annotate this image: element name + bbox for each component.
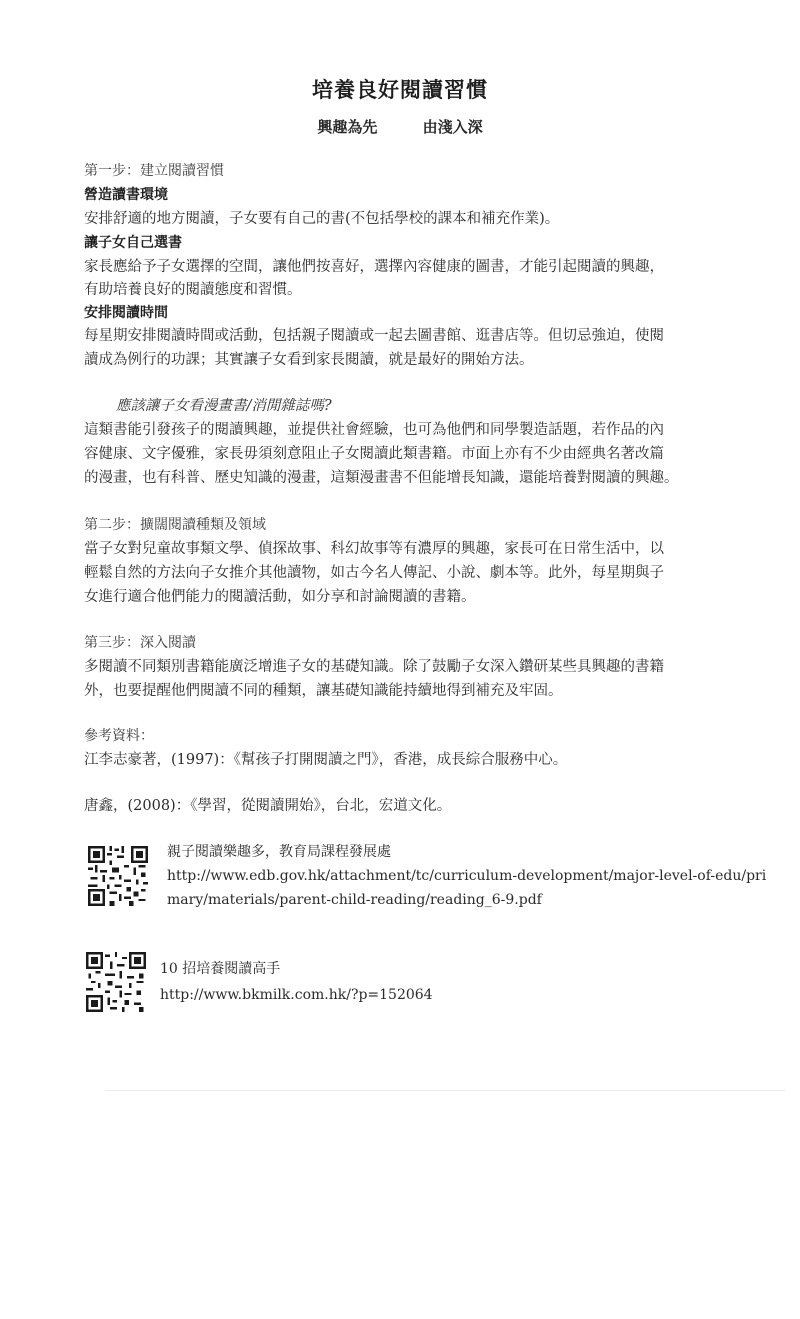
link1-url-line1[interactable]: http://www.edb.gov.hk/attachment/tc/curriculum-development/major-level-of-edu/pri bbox=[167, 868, 767, 884]
step1-sub3-line2: 讀成為例行的功課；其實讓子女看到家長閱讀，就是最好的開始方法。 bbox=[84, 352, 534, 368]
reference-2: 唐鑫，(2008)：《學習，從閱讀開始》，台北，宏道文化。 bbox=[84, 798, 452, 814]
subtitle-right: 由淺入深 bbox=[422, 118, 483, 136]
comic-line2: 容健康、文字優雅，家長毋須刻意阻止子女閱讀此類書籍。市面上亦有不少由經典名著改篇 bbox=[84, 446, 664, 462]
step1-heading: 第一步：建立閱讀習慣 bbox=[84, 163, 224, 179]
references-heading: 參考資料： bbox=[84, 728, 154, 744]
step2-line2: 輕鬆自然的方法向子女推介其他讀物，如古今名人傳記、小說、劇本等。此外，每星期與子 bbox=[84, 565, 664, 581]
step3-heading: 第三步：深入閱讀 bbox=[84, 635, 196, 651]
link2-title: 10 招培養閱讀高手 bbox=[160, 961, 281, 977]
qr-code-icon bbox=[88, 846, 148, 906]
step2-line3: 女進行適合他們能力的閱讀活動，如分享和討論閱讀的書籍。 bbox=[84, 589, 476, 605]
step3-line2: 外，也要提醒他們閱讀不同的種類，讓基礎知識能持續地得到補充及牢固。 bbox=[84, 683, 563, 699]
subtitle-left: 興趣為先 bbox=[317, 118, 378, 136]
step3-line1: 多閱讀不同類別書籍能廣泛增進子女的基礎知識。除了鼓勵子女深入鑽研某些具興趣的書籍 bbox=[84, 659, 664, 675]
step1-sub2-title: 讓子女自己選書 bbox=[84, 235, 182, 251]
step2-heading: 第二步：擴闊閱讀種類及領域 bbox=[84, 517, 266, 533]
link1-title: 親子閱讀樂趣多，教育局課程發展處 bbox=[167, 844, 391, 860]
comic-question: 應該讓子女看漫畫書/消閒雜誌嗎? bbox=[116, 398, 332, 414]
qr-code-icon bbox=[86, 952, 146, 1012]
comic-line1: 這類書能引發孩子的閱讀興趣，並提供社會經驗，也可為他們和同學製造話題，若作品的內 bbox=[84, 422, 664, 438]
step1-sub3-line1: 每星期安排閱讀時間或活動，包括親子閱讀或一起去圖書館、逛書店等。但切忌強迫，使閱 bbox=[84, 328, 664, 344]
subtitle bbox=[0, 116, 800, 137]
step1-sub1-text: 安排舒適的地方閱讀，子女要有自己的書(不包括學校的課本和補充作業)。 bbox=[84, 211, 560, 227]
step1-sub1-title: 營造讀書環境 bbox=[84, 187, 168, 203]
scan-edge-line bbox=[105, 1090, 785, 1091]
page-title: 培養良好閱讀習慣 bbox=[312, 78, 488, 102]
step1-sub2-line2: 有助培養良好的閱讀態度和習慣。 bbox=[84, 282, 302, 298]
step1-sub2-line1: 家長應給予子女選擇的空間，讓他們按喜好，選擇內容健康的圖書，才能引起閱讀的興趣， bbox=[84, 259, 664, 275]
comic-line3: 的漫畫，也有科普、歷史知識的漫畫，這類漫畫書不但能增長知識，還能培養對閱讀的興趣。 bbox=[84, 470, 679, 486]
reference-1: 江李志豪著，(1997)：《幫孩子打開閱讀之門》，香港，成長綜合服務中心。 bbox=[84, 752, 568, 768]
step1-sub3-title: 安排閱讀時間 bbox=[84, 305, 168, 321]
step2-line1: 當子女對兒童故事類文學、偵探故事、科幻故事等有濃厚的興趣，家長可在日常生活中，以 bbox=[84, 541, 664, 557]
link2-url[interactable]: http://www.bkmilk.com.hk/?p=152064 bbox=[160, 987, 433, 1003]
link1-url-line2[interactable]: mary/materials/parent-child-reading/reading_6-9.pdf bbox=[167, 892, 542, 908]
